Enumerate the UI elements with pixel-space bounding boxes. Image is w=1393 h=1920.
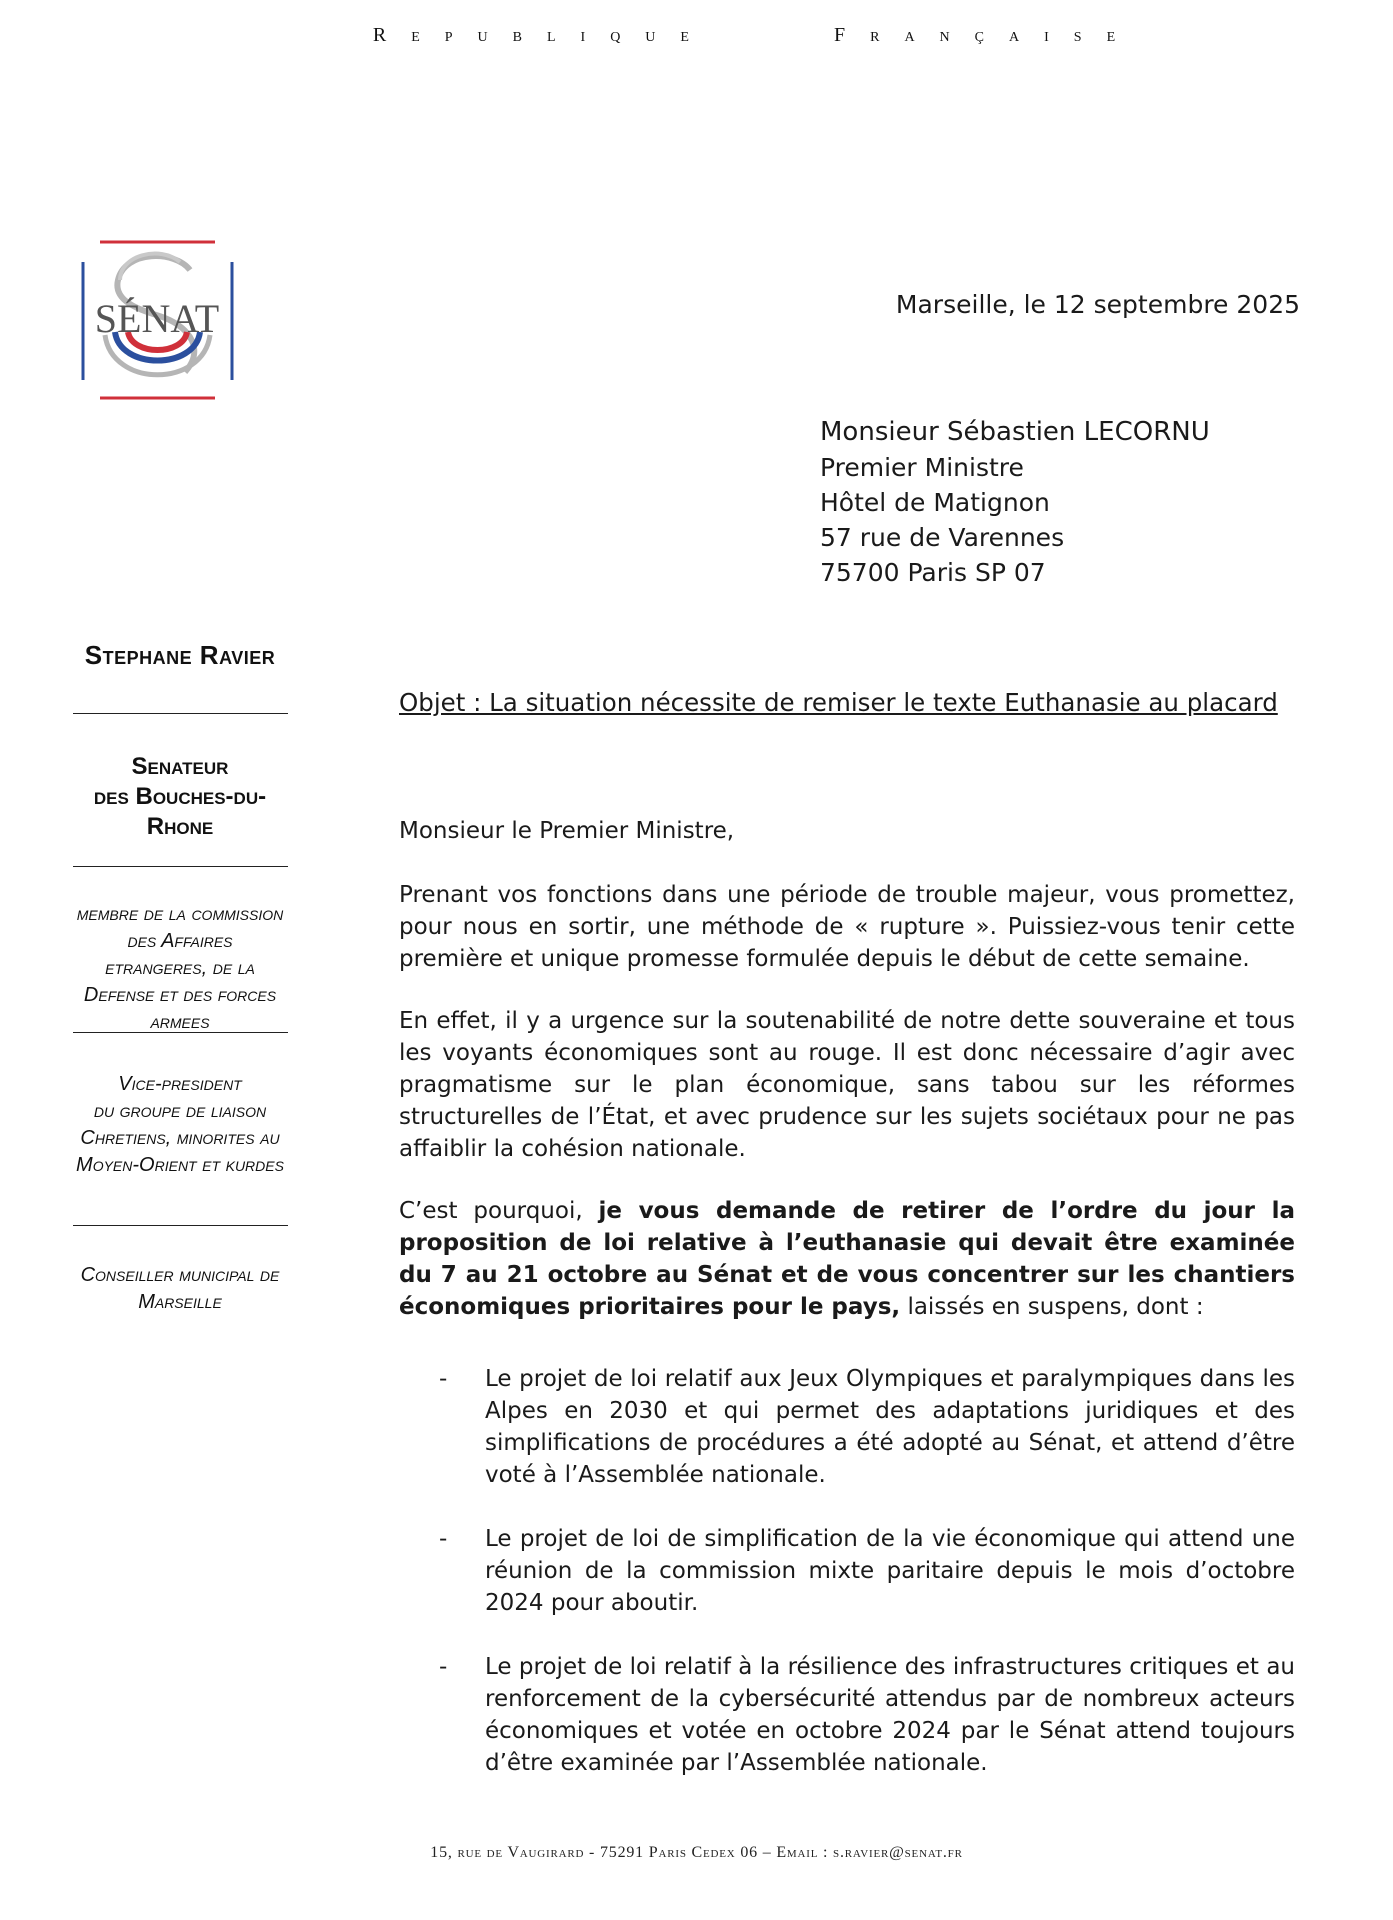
list-item (399, 1651, 1295, 1779)
sender-sidebar (30, 640, 330, 1316)
recipient-line: 57 rue de Varennes (820, 523, 1065, 552)
recipient-line: 75700 Paris SP 07 (820, 558, 1046, 587)
sender-title (30, 752, 330, 842)
role-line: Marseille (138, 1291, 222, 1313)
role-line: Chretiens, minorites au (80, 1127, 280, 1149)
sender-title-line: Senateur (131, 753, 229, 780)
header-word-republique: Republique (372, 24, 714, 46)
letter-subject: Objet : La situation nécessite de remiser le texte Euthanasie au placard (399, 688, 1278, 717)
role-line: Conseiller municipal de (80, 1264, 280, 1286)
logo-text: SÉNAT (94, 296, 220, 341)
sender-role-commission (30, 901, 330, 1036)
role-line: Defense et des forces (83, 984, 277, 1006)
sender-role-vice-president (30, 1071, 330, 1179)
recipient-line: Hôtel de Matignon (820, 488, 1050, 517)
paragraph-bold-request: je vous demande de retirer de l’ordre du jour la proposition de loi relative à l’euthanasie qui devait être examinée du 7 au 21 octobre au Sénat et de vous concentrer sur les chantiers économiques prioritaires pour le pays, (399, 1198, 1295, 1320)
paragraph-start: C’est pourquoi, (399, 1198, 599, 1224)
list-item-text: Le projet de loi de simplification de la vie économique qui attend une réunion de la commission mixte paritaire depuis le mois d’octobre 2024 pour aboutir. (485, 1526, 1295, 1616)
senat-logo (80, 240, 235, 400)
priority-bills-list (399, 1363, 1295, 1779)
footer-address: 15, rue de Vaugirard - 75291 Paris Cedex 06 – Email : s.ravier@senat.fr (430, 1844, 963, 1861)
role-line: armees (150, 1011, 210, 1033)
list-dash: - (439, 1526, 448, 1552)
recipient-address (820, 415, 1320, 590)
list-item (399, 1523, 1295, 1619)
salutation: Monsieur le Premier Ministre, (399, 818, 735, 844)
sender-role-conseiller (30, 1262, 330, 1316)
role-line: etrangeres, de la (105, 957, 255, 979)
paragraph-request (399, 1195, 1295, 1323)
recipient-line: Premier Ministre (820, 453, 1024, 482)
list-dash: - (439, 1654, 448, 1680)
role-line: Vice-president (118, 1073, 242, 1095)
role-line: des Affaires (127, 930, 233, 952)
list-item-text: Le projet de loi relatif à la résilience des infrastructures critiques et au renforcement de la cybersécurité attendus par de nombreux acteurs économiques et votée en octobre 2024 par le Sénat attend toujours d’être examinée par l’Assemblée nationale. (485, 1654, 1295, 1776)
senat-logo-graphic (80, 240, 235, 400)
role-line: Moyen-Orient et kurdes (76, 1154, 284, 1176)
list-item (399, 1363, 1295, 1491)
paragraph: Prenant vos fonctions dans une période de trouble majeur, vous promettez, pour nous en sortir, une méthode de « rupture ». Puissiez-vous tenir cette première et unique promesse formulée depuis le début de cette semaine. (399, 882, 1295, 972)
role-line: du groupe de liaison (93, 1100, 267, 1122)
letter-date: Marseille, le 12 septembre 2025 (895, 290, 1300, 319)
recipient-name: Monsieur Sébastien LECORNU (820, 417, 1210, 447)
sender-title-line: Rhone (146, 813, 214, 840)
sender-name: Stephane Ravier (84, 640, 276, 670)
sender-title-line: des Bouches-du- (93, 783, 267, 810)
header-republique-francaise (0, 24, 1393, 47)
letter-body (399, 815, 1295, 1811)
paragraph: En effet, il y a urgence sur la soutenabilité de notre dette souveraine et tous les voyants économiques sont au rouge. Il est donc nécessaire d’agir avec pragmatisme sur le plan économique, sans tabou sur les réformes structurelles de l’État, et avec prudence sur les sujets sociétaux pour ne pas affaiblir la cohésion nationale. (399, 1008, 1295, 1162)
paragraph-end: laissés en suspens, dont : (900, 1294, 1204, 1320)
header-word-francaise: Française (833, 24, 1141, 46)
list-item-text: Le projet de loi relatif aux Jeux Olympiques et paralympiques dans les Alpes en 2030 et qui permet des adaptations juridiques et des simplifications de procédures a été adopté au Sénat, et attend d’être voté à l’Assemblée nationale. (485, 1366, 1295, 1488)
list-dash: - (439, 1366, 448, 1392)
role-line: membre de la commission (76, 903, 284, 925)
